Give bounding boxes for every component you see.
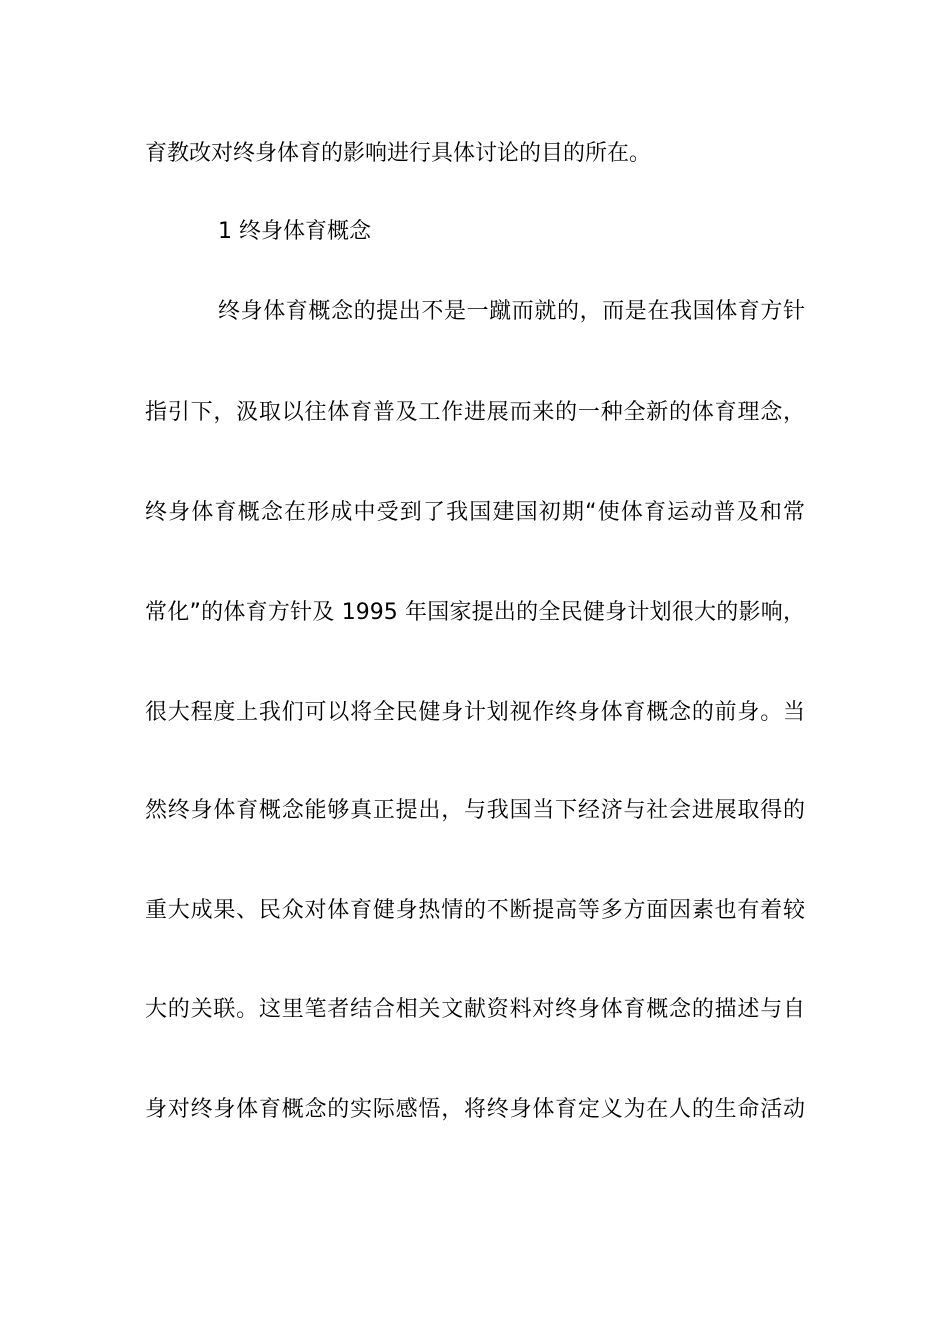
paragraph-line-4: 终身体育概念在形成中受到了我国建国初期“使体育运动普及和常 (145, 500, 805, 525)
paragraph-line-8: 重大成果、民众对体育健身热情的不断提高等多方面因素也有着较 (145, 898, 805, 923)
paragraph-line-1: 育教改对终身体育的影响进行具体讨论的目的所在。 (145, 141, 652, 166)
section-heading: 1 终身体育概念 (218, 219, 371, 244)
paragraph-line-5: 常化”的体育方针及 1995 年国家提出的全民健身计划很大的影响， (145, 600, 805, 625)
paragraph-line-7: 然终身体育概念能够真正提出，与我国当下经济与社会进展取得的 (145, 798, 805, 823)
paragraph-line-6: 很大程度上我们可以将全民健身计划视作终身体育概念的前身。当 (145, 700, 805, 725)
paragraph-line-10: 身对终身体育概念的实际感悟，将终身体育定义为在人的生命活动 (145, 1097, 805, 1122)
paragraph-line-9: 大的关联。这里笔者结合相关文献资料对终身体育概念的描述与自 (145, 997, 805, 1022)
paragraph-line-3: 指引下，汲取以往体育普及工作进展而来的一种全新的体育理念， (145, 400, 805, 425)
paragraph-first-line: 终身体育概念的提出不是一蹴而就的，而是在我国体育方针 (218, 299, 805, 324)
